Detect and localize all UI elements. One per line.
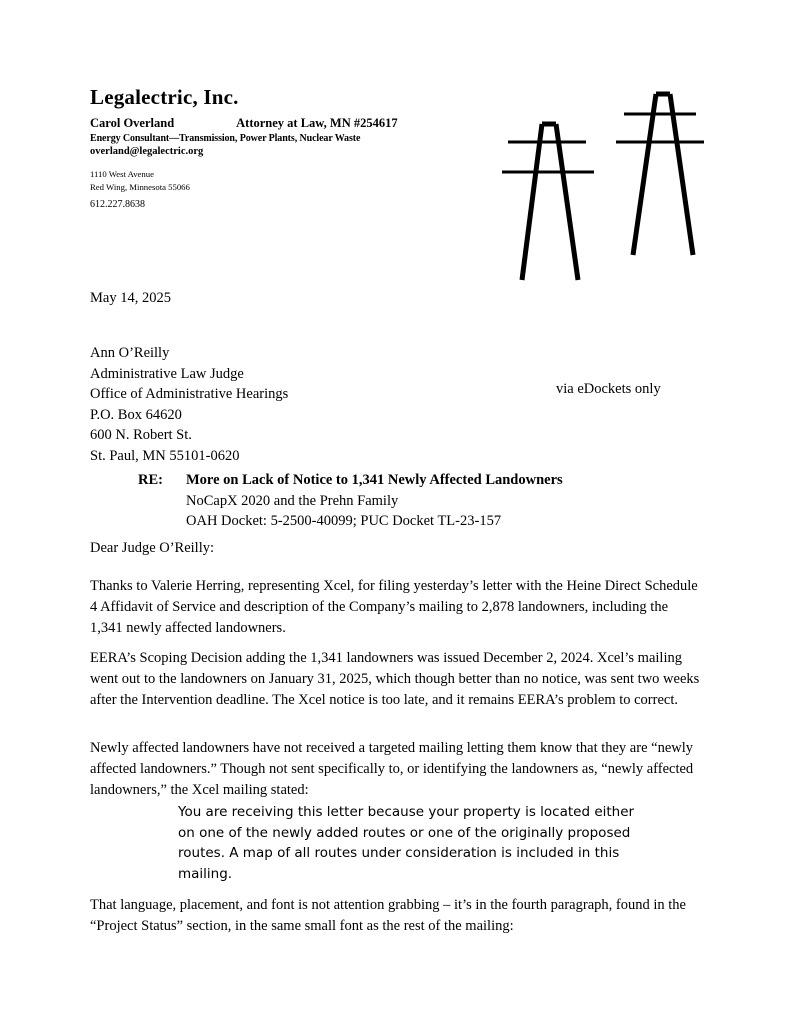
attorney-row: [90, 116, 510, 131]
recipient-line: St. Paul, MN 55101-0620: [90, 447, 240, 464]
paragraph-5: That language, placement, and font is not attention grabbing – it’s in the fourth paragraph, found in the “Project Status” section, in the same small font as the rest of the mailing:: [90, 897, 686, 935]
firm-name: Legalectric, Inc.: [90, 85, 239, 109]
re-line-3: OAH Docket: 5-2500-40099; PUC Docket TL-23-157: [186, 513, 502, 530]
recipient-line: Office of Administrative Hearings: [90, 386, 289, 403]
delivery-note: via eDockets only: [556, 381, 661, 397]
recipient-address: [90, 343, 288, 466]
phone-number: 612.227.8638: [90, 199, 145, 211]
letterhead: [90, 86, 510, 210]
recipient-line: 600 N. Robert St.: [90, 427, 192, 444]
letter-date: May 14, 2025: [90, 290, 171, 306]
recipient-line: Ann O’Reilly: [90, 345, 170, 361]
address-line-1: 1110 West Avenue: [90, 169, 154, 180]
paragraph-2: EERA’s Scoping Decision adding the 1,341 landowners was issued December 2, 2024. Xcel’s mailing went out to the landowners on January 31, 2025, which though better than no notice, was sent two weeks after the Intervention deadline. The Xcel notice is too late, and it remains EERA’s problem to correct.: [90, 650, 700, 709]
recipient-line: Administrative Law Judge: [90, 365, 244, 382]
paragraph-3: Newly affected landowners have not received a targeted mailing letting them know that they are “newly affected landowners.” Though not sent specifically to, or identifying the landowners as, “newly affected landowners,” the Xcel mailing stated:: [90, 740, 694, 799]
address-line-2: Red Wing, Minnesota 55066: [90, 181, 190, 192]
email-address: overland@legalectric.org: [90, 146, 204, 158]
mailing-address: [90, 168, 510, 193]
salutation: Dear Judge O’Reilly:: [90, 540, 215, 556]
re-subject: More on Lack of Notice to 1,341 Newly Affected Landowners: [186, 472, 563, 488]
re-line-2: NoCapX 2020 and the Prehn Family: [186, 492, 399, 509]
blockquote-xcel-mailing: You are receiving this letter because your property is located either on one of the newly added routes or one of the originally proposed routes. A map of all routes under consideration is included in this mailing.: [178, 804, 635, 882]
re-subject-row: [138, 470, 563, 491]
transmission-towers-logo: [500, 80, 720, 295]
recipient-line: P.O. Box 64620: [90, 406, 182, 423]
attorney-title: Attorney at Law, MN #254617: [236, 116, 398, 131]
consultant-line: Energy Consultant—Transmission, Power Plants, Nuclear Waste: [90, 133, 361, 145]
attorney-name: Carol Overland: [90, 116, 175, 131]
re-label: RE:: [138, 472, 163, 488]
re-block: [138, 470, 563, 532]
paragraph-1: Thanks to Valerie Herring, representing Xcel, for filing yesterday’s letter with the Heine Direct Schedule 4 Affidavit of Service and description of the Company’s mailing to 2,878 landowners, including the 1,341 newly affected landowners.: [90, 578, 698, 637]
